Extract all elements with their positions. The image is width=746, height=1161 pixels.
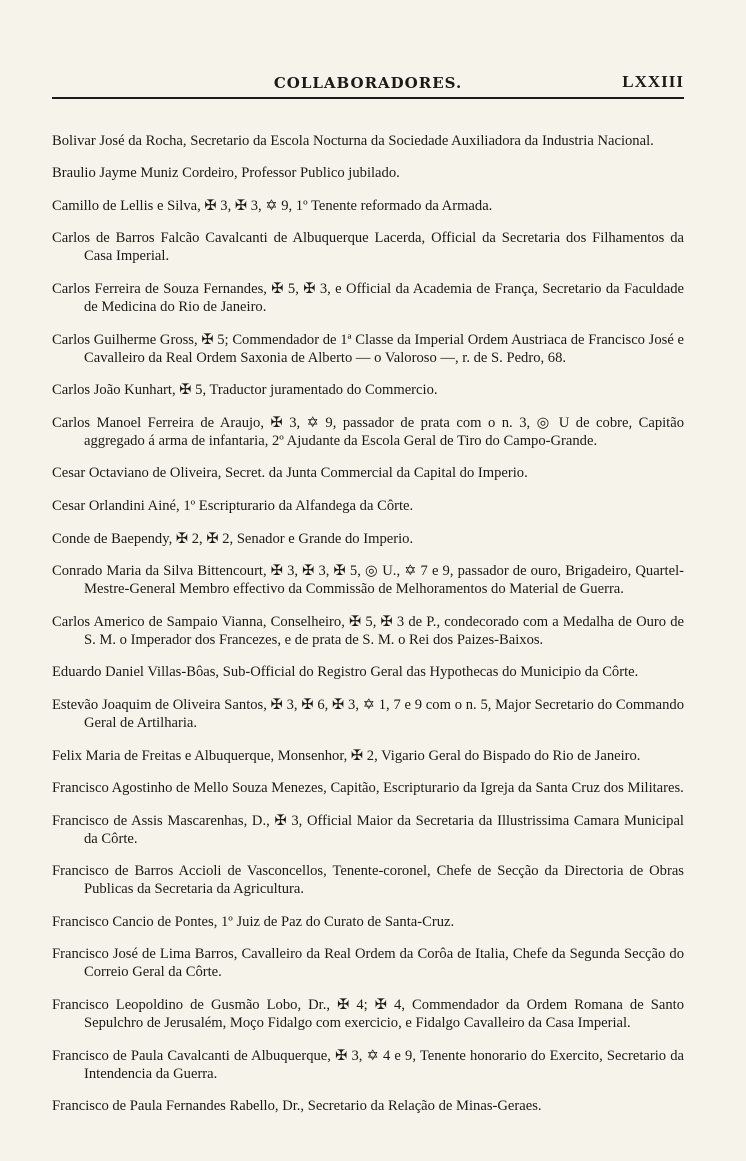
list-item: Francisco de Assis Mascarenhas, D., ✠ 3, Official Maior da Secretaria da Illustrissima Camara Municipal da Côrte.: [52, 812, 684, 847]
list-item: Carlos João Kunhart, ✠ 5, Traductor juramentado do Commercio.: [52, 382, 438, 399]
list-item: Carlos Manoel Ferreira de Araujo, ✠ 3, ✡ 9, passador de prata com o n. 3, ◎ U de cobre, Capitão aggregado á arma de infantaria, 2º Ajudante da Escola Geral de Tiro do Campo-Grande.: [52, 414, 684, 449]
list-item: Carlos Guilherme Gross, ✠ 5; Commendador de 1ª Classe da Imperial Ordem Austriaca de Francisco José e Cavalleiro da Real Ordem Saxonia de Alberto — o Valoroso —, r. de S. Pedro, 68.: [52, 331, 684, 366]
page-title: COLLABORADORES.: [273, 74, 463, 92]
list-item: Braulio Jayme Muniz Cordeiro, Professor Publico jubilado.: [52, 165, 400, 182]
list-item: Conrado Maria da Silva Bittencourt, ✠ 3, ✠ 3, ✠ 5, ◎ U., ✡ 7 e 9, passador de ouro, Brigadeiro, Quartel-Mestre-General Membro effectivo da Commissão de Melhoramentos do Material de Guerra.: [52, 563, 684, 598]
list-item: Francisco Agostinho de Mello Souza Menezes, Capitão, Escripturario da Igreja da Santa Cruz dos Militares.: [52, 780, 684, 797]
list-item: Carlos de Barros Falcão Cavalcanti de Albuquerque Lacerda, Official da Secretaria dos Filhamentos da Casa Imperial.: [52, 230, 684, 265]
list-item: Estevão Joaquim de Oliveira Santos, ✠ 3, ✠ 6, ✠ 3, ✡ 1, 7 e 9 com o n. 5, Major Secretario do Commando Geral de Artilharia.: [52, 696, 684, 731]
list-item: Francisco de Paula Fernandes Rabello, Dr., Secretario da Relação de Minas-Geraes.: [52, 1098, 542, 1115]
list-item: Cesar Octaviano de Oliveira, Secret. da Junta Commercial da Capital do Imperio.: [52, 465, 528, 482]
list-item: Bolivar José da Rocha, Secretario da Escola Nocturna da Sociedade Auxiliadora da Industria Nacional.: [52, 132, 654, 149]
entry-list: [52, 117, 684, 1121]
list-item: Eduardo Daniel Villas-Bôas, Sub-Official do Registro Geral das Hypothecas do Municipio da Côrte.: [52, 664, 639, 681]
list-item: Conde de Baependy, ✠ 2, ✠ 2, Senador e Grande do Imperio.: [52, 530, 414, 547]
list-item: Carlos Ferreira de Souza Fernandes, ✠ 5, ✠ 3, e Official da Academia de França, Secretario da Faculdade de Medicina do Rio de Janeiro.: [52, 280, 684, 315]
list-item: Felix Maria de Freitas e Albuquerque, Monsenhor, ✠ 2, Vigario Geral do Bispado do Rio de Janeiro.: [52, 747, 641, 764]
list-item: Camillo de Lellis e Silva, ✠ 3, ✠ 3, ✡ 9, 1º Tenente reformado da Armada.: [52, 197, 493, 214]
list-item: Francisco José de Lima Barros, Cavalleiro da Real Ordem da Corôa de Italia, Chefe da Segunda Secção do Correio Geral da Côrte.: [52, 946, 684, 981]
list-item: Carlos Americo de Sampaio Vianna, Conselheiro, ✠ 5, ✠ 3 de P., condecorado com a Medalha de Ouro de S. M. o Imperador dos Francezes, e de prata de S. M. o Rei dos Paizes-Baixos.: [52, 613, 684, 648]
header-rule: [52, 97, 684, 99]
list-item: Francisco Leopoldino de Gusmão Lobo, Dr., ✠ 4; ✠ 4, Commendador da Ordem Romana de Santo Sepulchro de Jerusalém, Moço Fidalgo com exercicio, e Fidalgo Cavalleiro da Casa Imperial.: [52, 997, 684, 1032]
list-item: Francisco de Paula Cavalcanti de Albuquerque, ✠ 3, ✡ 4 e 9, Tenente honorario do Exercito, Secretario da Intendencia da Guerra.: [52, 1047, 684, 1082]
running-head: [52, 58, 684, 92]
list-item: Cesar Orlandini Ainé, 1º Escripturario da Alfandega da Côrte.: [52, 497, 414, 514]
list-item: Francisco Cancio de Pontes, 1º Juiz de Paz do Curato de Santa-Cruz.: [52, 913, 455, 930]
page-number: LXXIII: [622, 72, 684, 91]
list-item: Francisco de Barros Accioli de Vasconcellos, Tenente-coronel, Chefe de Secção da Directoria de Obras Publicas da Secretaria da Agricultura.: [52, 863, 684, 898]
